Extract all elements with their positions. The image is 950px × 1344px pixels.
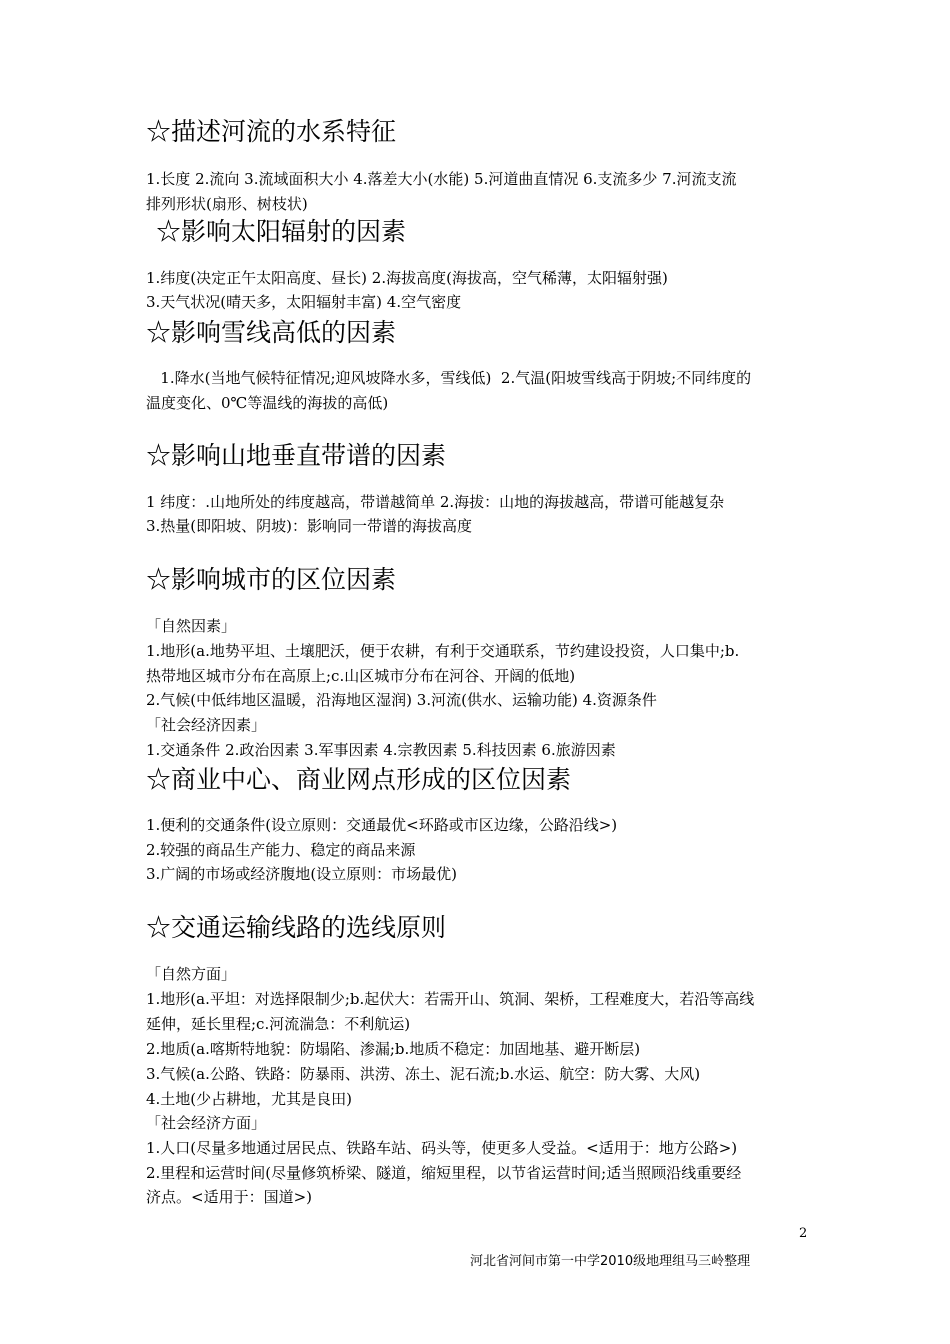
text-line: 排列形状(扇形、树枝状) — [146, 195, 308, 213]
section-heading: ☆商业中心、商业网点形成的区位因素 — [146, 765, 572, 794]
text-line: 1.便利的交通条件(设立原则：交通最优<环路或市区边缘，公路沿线>) — [146, 816, 618, 834]
text-line: 3.广阔的市场或经济腹地(设立原则：市场最优) — [146, 865, 458, 883]
text-line: 1.纬度(决定正午太阳高度、昼长) 2.海拔高度(海拔高，空气稀薄，太阳辐射强) — [146, 269, 668, 287]
text-line: 1.地形(a.地势平坦、土壤肥沃，便于农耕，有利于交通联系，节约建设投资，人口集中;b. — [146, 642, 740, 660]
section-heading: ☆影响雪线高低的因素 — [146, 318, 397, 347]
text-line: 3.气候(a.公路、铁路：防暴雨、洪涝、冻土、泥石流;b.水运、航空：防大雾、大风) — [146, 1065, 701, 1083]
text-line: 1.降水(当地气候特征情况;迎风坡降水多，雪线低) 2.气温(阳坡雪线高于阴坡;不同纬度的 — [146, 369, 752, 387]
text-line: 1.人口(尽量多地通过居民点、铁路车站、码头等，使更多人受益。<适用于：地方公路>) — [146, 1139, 738, 1157]
text-line: 1.地形(a.平坦：对选择限制少;b.起伏大：若需开山、筑洞、架桥，工程难度大，若沿等高线 — [146, 990, 755, 1008]
section-heading: ☆描述河流的水系特征 — [146, 117, 397, 146]
text-line: 2.地质(a.喀斯特地貌：防塌陷、渗漏;b.地质不稳定：加固地基、避开断层) — [146, 1040, 641, 1058]
text-line: 2.较强的商品生产能力、稳定的商品来源 — [146, 841, 416, 859]
text-line: 「自然因素」 — [146, 617, 237, 635]
section-heading: ☆影响山地垂直带谱的因素 — [146, 441, 447, 470]
text-line: 「自然方面」 — [146, 965, 237, 983]
text-line: 延伸，延长里程;c.河流湍急：不利航运) — [146, 1015, 411, 1033]
text-line: 济点。<适用于：国道>) — [146, 1188, 312, 1206]
page-number: 2 — [799, 1226, 808, 1241]
text-line: 2.里程和运营时间(尽量修筑桥梁、隧道，缩短里程，以节省运营时间;适当照顾沿线重要经 — [146, 1164, 742, 1182]
section-heading: ☆交通运输线路的选线原则 — [146, 913, 447, 942]
text-line: 1.交通条件 2.政治因素 3.军事因素 4.宗教因素 5.科技因素 6.旅游因素 — [146, 741, 616, 759]
text-line: 2.气候(中低纬地区温暖，沿海地区湿润) 3.河流(供水、运输功能) 4.资源条件 — [146, 691, 657, 709]
page-footer: 河北省河间市第一中学2010级地理组马三岭整理 — [470, 1254, 751, 1269]
text-line: 1 纬度：.山地所处的纬度越高，带谱越简单 2.海拔：山地的海拔越高，带谱可能越复杂 — [146, 493, 725, 511]
text-line: 「社会经济因素」 — [146, 716, 267, 734]
section-heading: ☆影响城市的区位因素 — [146, 565, 397, 594]
text-line: 4.土地(少占耕地，尤其是良田) — [146, 1090, 353, 1108]
text-line: 3.天气状况(晴天多，太阳辐射丰富) 4.空气密度 — [146, 293, 462, 311]
text-line: 温度变化、0℃等温线的海拔的高低) — [146, 394, 389, 412]
text-line: 1.长度 2.流向 3.流域面积大小 4.落差大小(水能) 5.河道曲直情况 6.支流多少 7.河流支流 — [146, 170, 737, 188]
text-line: 3.热量(即阳坡、阴坡)：影响同一带谱的海拔高度 — [146, 517, 473, 535]
text-line: 「社会经济方面」 — [146, 1114, 267, 1132]
text-line: 热带地区城市分布在高原上;c.山区城市分布在河谷、开阔的低地) — [146, 667, 576, 685]
section-heading: ☆影响太阳辐射的因素 — [156, 217, 407, 246]
